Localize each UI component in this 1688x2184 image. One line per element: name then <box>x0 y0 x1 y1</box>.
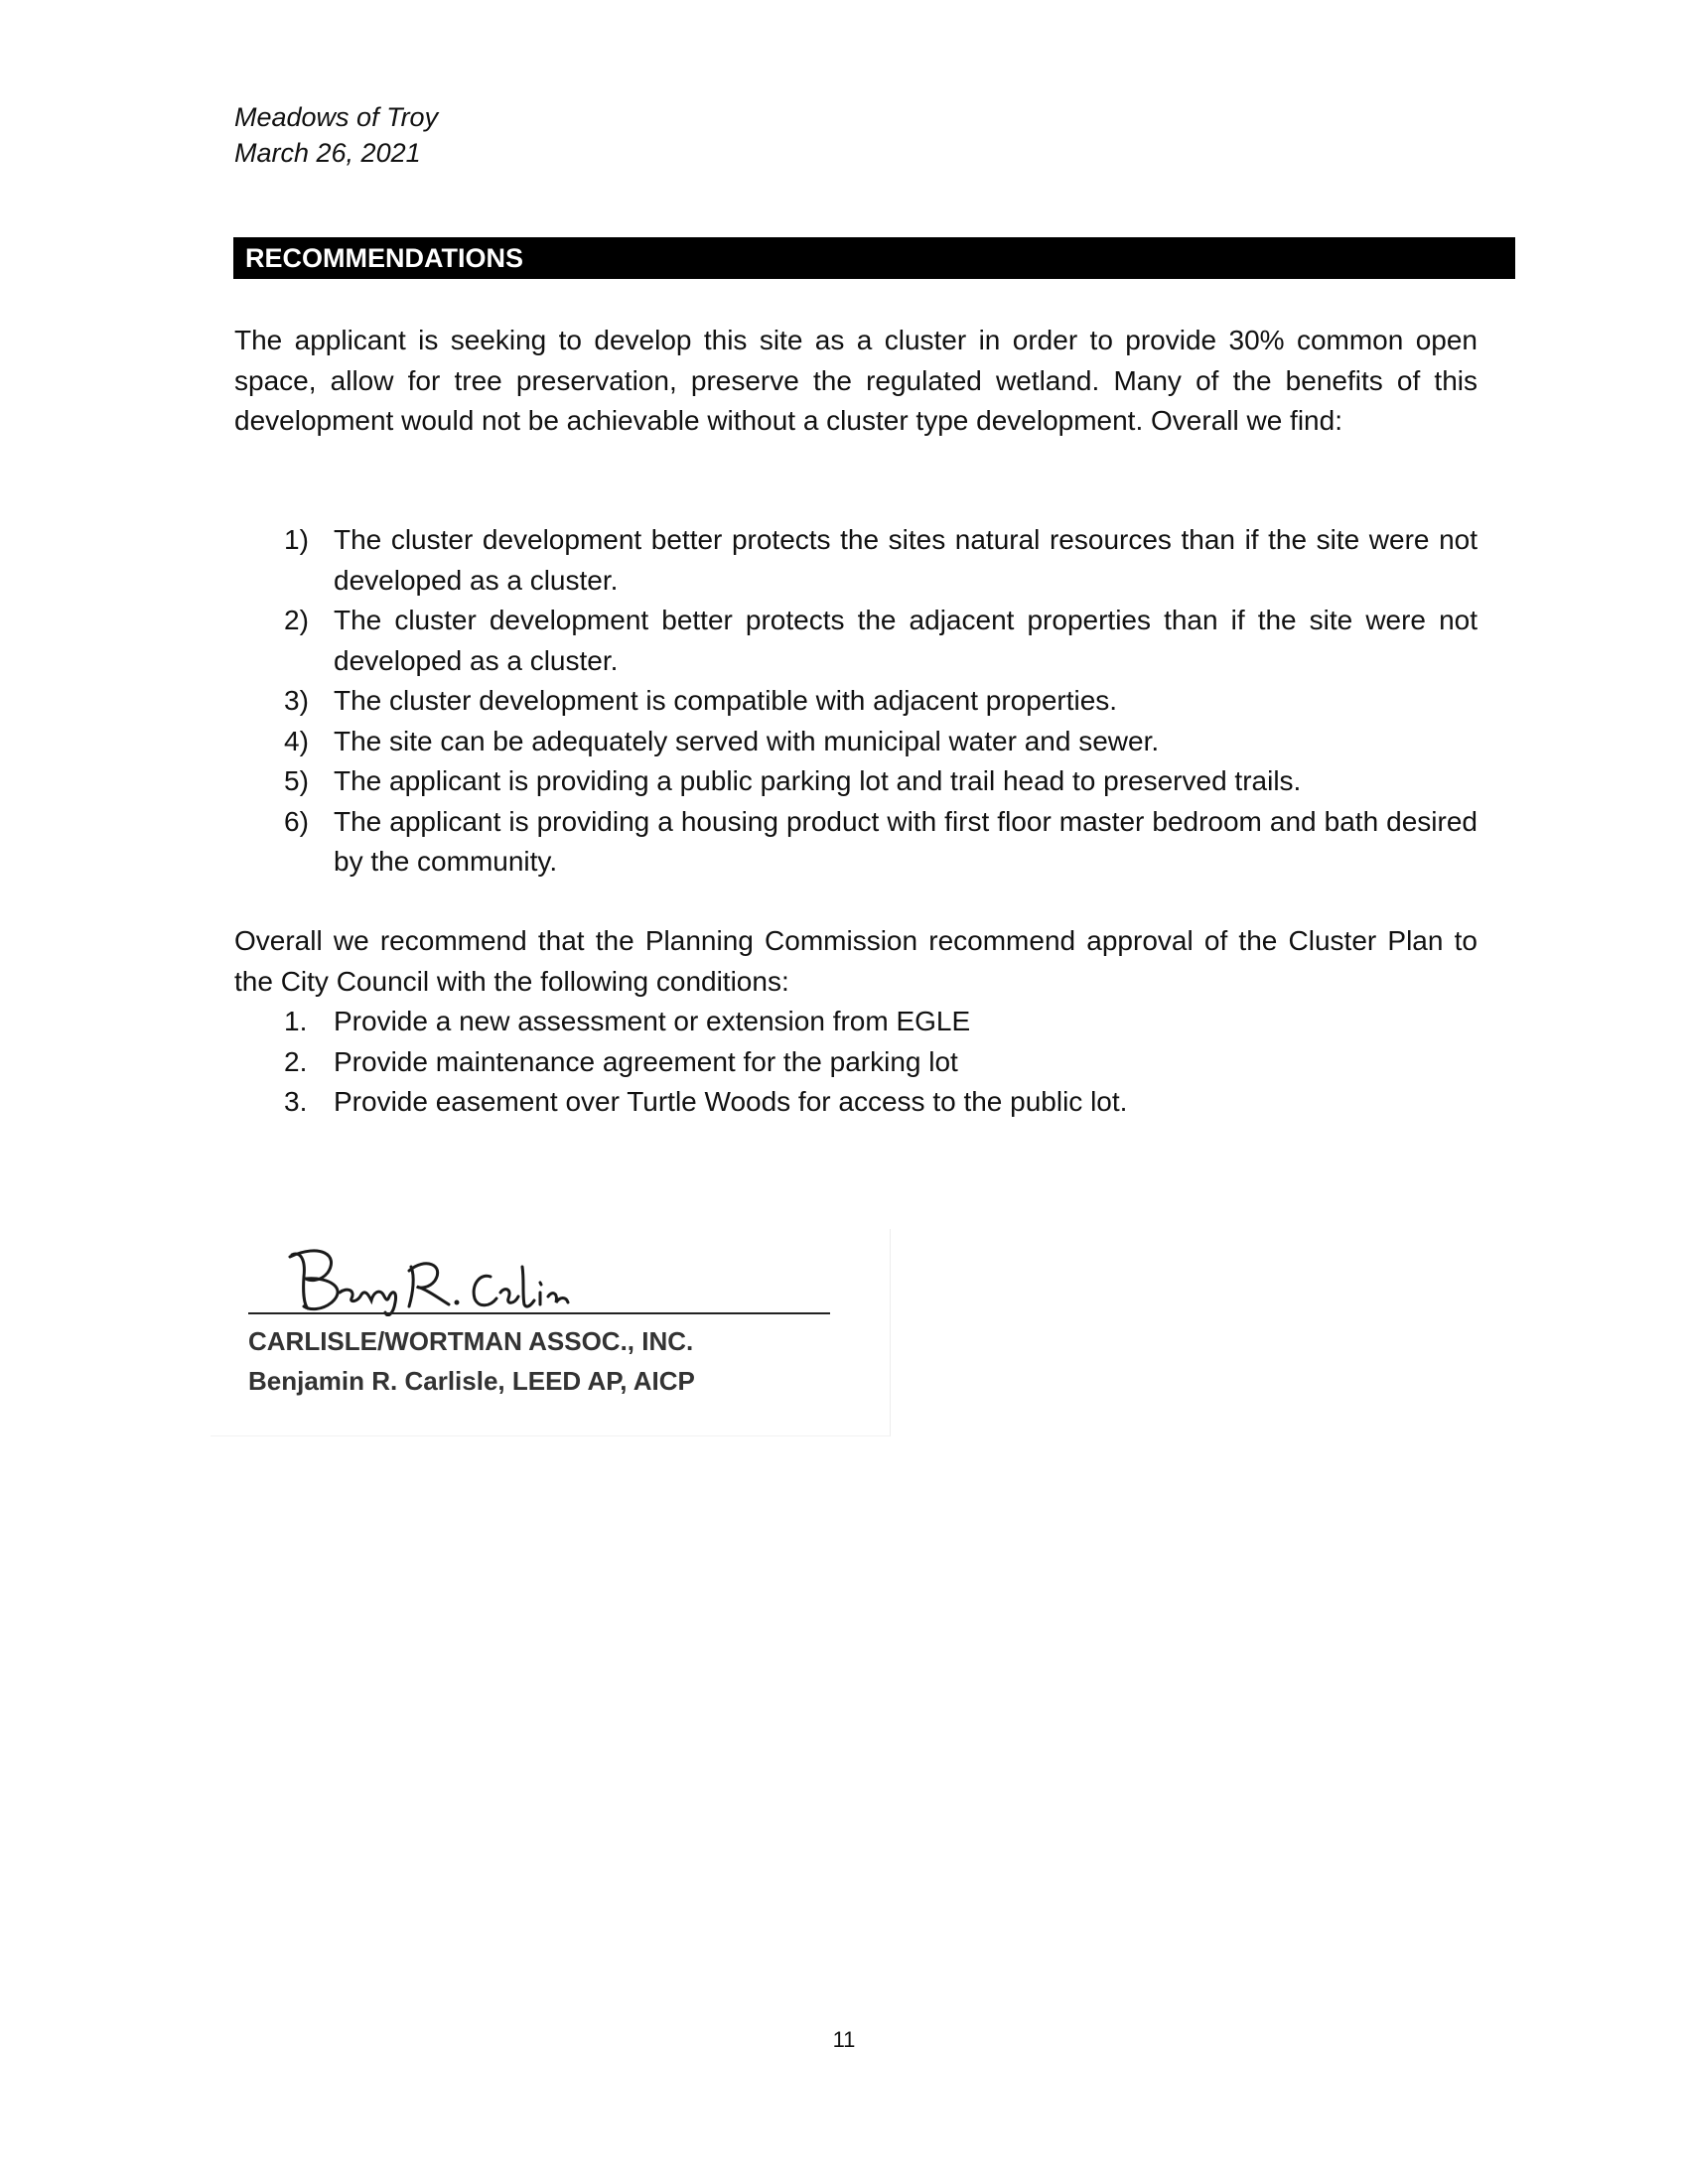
list-item-text: Provide maintenance agreement for the parking lot <box>334 1045 958 1077</box>
intro-paragraph: The applicant is seeking to develop this site as a cluster in order to provide 30% common open space, allow for tree preservation, preserve the regulated wetland. Many of the benefits of this development would not be achievable without a cluster type development. Overall we find: <box>234 325 1477 436</box>
list-item-text: Provide a new assessment or extension from EGLE <box>334 1006 971 1036</box>
list-item-number: 3) <box>284 685 309 716</box>
signature-line <box>248 1312 830 1314</box>
signature-block <box>211 1229 891 1436</box>
list-item-number: 2) <box>284 605 309 635</box>
section-heading: RECOMMENDATIONS <box>233 237 1515 279</box>
list-item-number: 1. <box>284 1006 308 1036</box>
project-name: Meadows of Troy <box>234 102 439 132</box>
list-item-text: The applicant is providing a public parking lot and trail head to preserved trails. <box>334 765 1302 796</box>
list-item-number: 5) <box>284 765 309 796</box>
handwritten-signature <box>270 1237 588 1316</box>
signer-name: Benjamin R. Carlisle, LEED AP, AICP <box>248 1366 695 1396</box>
list-item <box>234 722 1477 762</box>
list-item-text: The site can be adequately served with municipal water and sewer. <box>334 725 1160 756</box>
company-name: CARLISLE/WORTMAN ASSOC., INC. <box>248 1326 694 1356</box>
list-item <box>234 601 1477 681</box>
conditions-list <box>234 1002 1477 1123</box>
page-number: 11 <box>832 2027 856 2052</box>
list-item-text: The cluster development better protects the sites natural resources than if the site were not developed as a cluster. <box>334 524 1477 596</box>
list-item <box>234 1082 1477 1123</box>
list-item-text: The applicant is providing a housing product with first floor master bedroom and bath desired by the community. <box>334 805 1477 877</box>
list-item-number: 4) <box>284 725 309 756</box>
list-item <box>234 1042 1477 1083</box>
document-header <box>234 99 438 171</box>
list-item-text: Provide easement over Turtle Woods for access to the public lot. <box>334 1086 1128 1117</box>
list-item <box>234 1002 1477 1042</box>
list-item <box>234 802 1477 883</box>
list-item-text: The cluster development is compatible with adjacent properties. <box>334 685 1118 716</box>
list-item <box>234 681 1477 722</box>
list-item <box>234 520 1477 601</box>
findings-list <box>234 520 1477 883</box>
list-item-number: 3. <box>284 1086 308 1117</box>
list-item <box>234 761 1477 802</box>
list-item-text: The cluster development better protects the adjacent properties than if the site were not developed as a cluster. <box>334 605 1477 676</box>
conclusion-paragraph: Overall we recommend that the Planning Commission recommend approval of the Cluster Plan to the City Council with the following conditions: <box>234 925 1477 997</box>
list-item-number: 6) <box>284 805 309 837</box>
document-date: March 26, 2021 <box>234 138 421 168</box>
list-item-number: 1) <box>284 524 309 555</box>
list-item-number: 2. <box>284 1045 308 1077</box>
